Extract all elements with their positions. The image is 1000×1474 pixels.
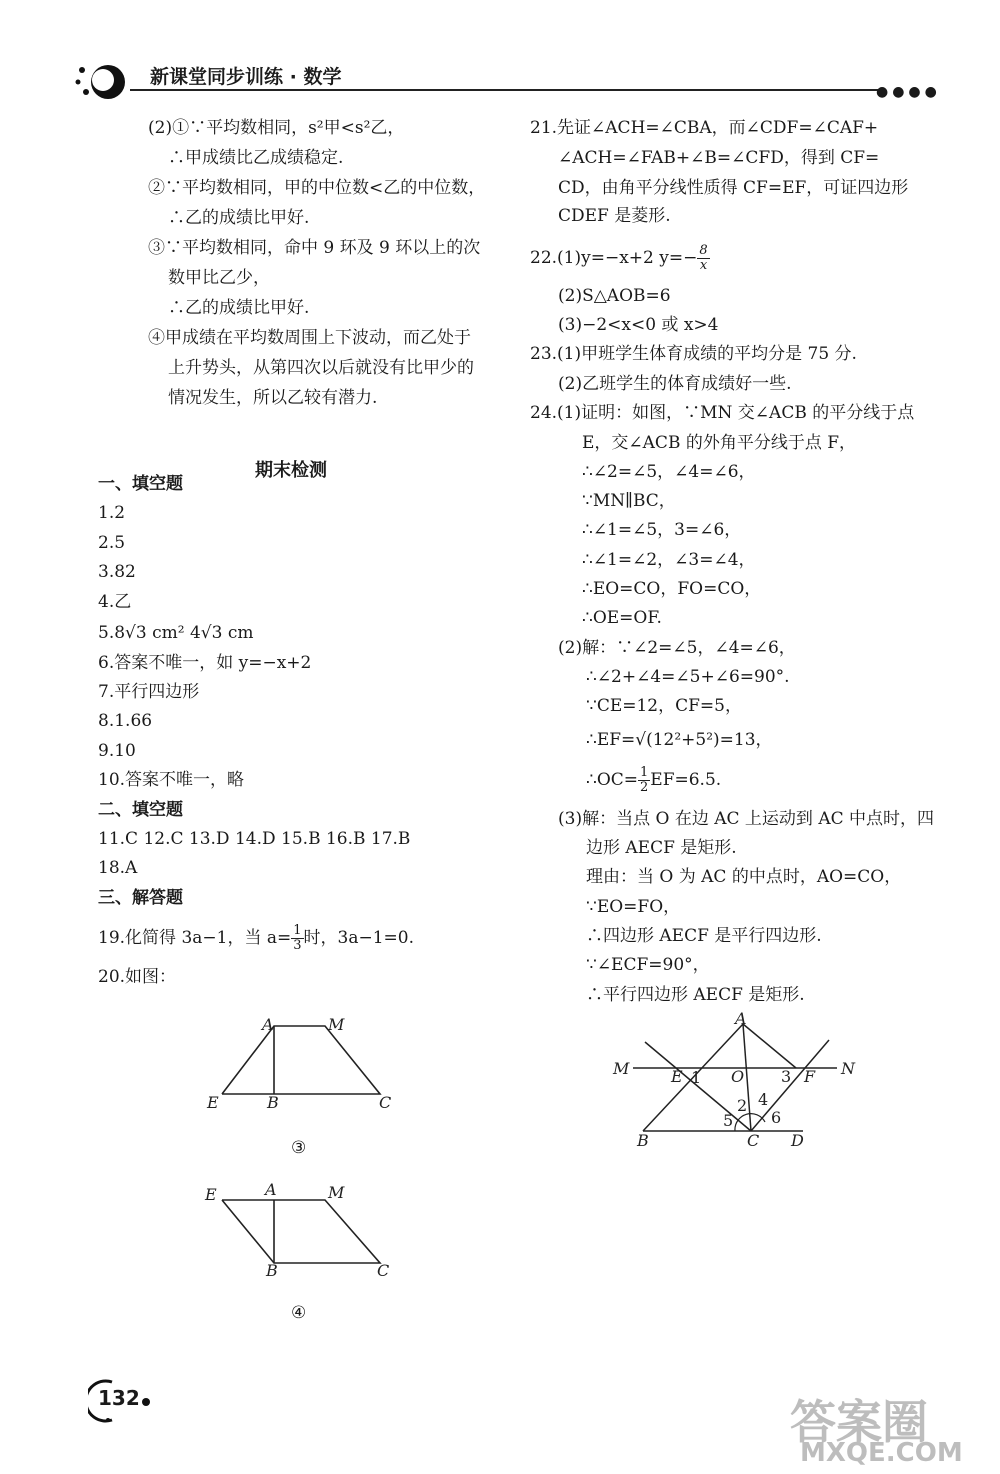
q22-line2: (2)S△AOB=6 — [558, 286, 671, 306]
answer-line: 1.2 — [98, 503, 126, 523]
q24-oc-line — [586, 766, 721, 795]
text-line: ∵∠ECF=90°， — [586, 955, 710, 975]
q24-oc-text-a: ∴OC= — [586, 770, 639, 790]
header-rule — [130, 89, 880, 91]
choice-answers-line2: 18.A — [98, 858, 138, 878]
label-4: 4 — [758, 1090, 769, 1109]
label-1: 1 — [691, 1068, 702, 1087]
q19-text-b: 时，3a−1=0. — [303, 928, 414, 948]
solve-heading: 三、解答题 — [98, 888, 183, 908]
text-line: (2)解：∵∠2=∠5，∠4=∠6， — [558, 638, 796, 658]
text-line: ∴∠1=∠5，3=∠6， — [582, 520, 742, 540]
line-AF — [743, 1024, 796, 1068]
label-M: M — [613, 1059, 630, 1078]
text-line: ∴∠1=∠2，∠3=∠4， — [582, 550, 756, 570]
answer-line: 6.答案不唯一，如 y=−x+2 — [98, 653, 312, 673]
label-M: M — [328, 1015, 345, 1034]
choice-heading: 二、填空题 — [98, 800, 183, 820]
text-line: ∠ACH=∠FAB+∠B=∠CFD，得到 CF= — [558, 148, 880, 168]
label-N: N — [841, 1059, 855, 1078]
label-5: 5 — [723, 1111, 734, 1130]
figure-3-outline — [222, 1026, 380, 1094]
text-line: ∴EO=CO，FO=CO， — [582, 579, 762, 599]
page-number: 132 — [98, 1386, 140, 1410]
fraction-numerator: 1 — [640, 765, 649, 780]
text-line: CDEF 是菱形. — [558, 206, 671, 226]
text-line: (2)①∵平均数相同，s²甲<s²乙， — [148, 118, 405, 138]
text-line: ③∵平均数相同，命中 9 环及 9 环以上的次 — [148, 238, 481, 258]
label-2: 2 — [737, 1096, 748, 1115]
text-line: ∵MN∥BC， — [582, 491, 676, 511]
label-F: F — [804, 1067, 816, 1086]
watermark-logo: 答案圈 — [790, 1395, 928, 1449]
answer-line: 3.82 — [98, 562, 136, 582]
label-A: A — [735, 1010, 747, 1028]
choice-answers-line1: 11.C 12.C 13.D 14.D 15.B 16.B 17.B — [98, 829, 411, 849]
q24-oc-fraction — [638, 766, 650, 795]
q19-line — [98, 924, 414, 953]
section-title: 期末检测 — [255, 460, 327, 481]
text-line: ∴平行四边形 AECF 是矩形. — [586, 985, 805, 1005]
label-A: A — [265, 1180, 277, 1199]
label-E: E — [205, 1185, 217, 1204]
text-line: E，交∠ACB 的外角平分线于点 F， — [582, 433, 857, 453]
q22-text: 22.(1)y=−x+2 y=− — [530, 248, 698, 268]
figure-4-outline — [222, 1200, 380, 1263]
label-C: C — [377, 1261, 390, 1280]
text-line: 情况发生，所以乙较有潜力. — [168, 388, 378, 408]
fraction-denominator: x — [699, 258, 708, 273]
label-D: D — [791, 1131, 804, 1150]
header-title: 新课堂同步训练 · 数学 — [150, 66, 342, 88]
q24-oc-text-b: EF=6.5. — [650, 770, 722, 790]
text-line: CD，由角平分线性质得 CF=EF，可证四边形 — [558, 178, 909, 198]
text-line: ∴四边形 AECF 是平行四边形. — [586, 926, 822, 946]
answer-line: 10.答案不唯一，略 — [98, 770, 245, 790]
text-line: (3)解：当点 O 在边 AC 上运动到 AC 中点时，四 — [558, 809, 935, 829]
q19-text-a: 19.化简得 3a−1，当 a= — [98, 928, 292, 948]
text-line: ∵EO=FO， — [586, 897, 681, 917]
text-line: ∴乙的成绩比甲好. — [168, 208, 310, 228]
figure-4-diagram — [200, 1178, 410, 1288]
label-3: 3 — [781, 1067, 792, 1086]
label-E: E — [671, 1067, 683, 1086]
text-line: ∴∠2=∠5，∠4=∠6， — [582, 462, 756, 482]
text-line: ∴OE=OF. — [582, 608, 662, 628]
label-E: E — [207, 1093, 219, 1112]
label-6: 6 — [771, 1108, 782, 1127]
fraction-denominator: 3 — [293, 938, 302, 953]
figure-24-diagram — [605, 1010, 875, 1152]
text-line: ∴∠2+∠4=∠5+∠6=90°. — [586, 667, 790, 687]
answer-line: 5.8√3 cm² 4√3 cm — [98, 623, 254, 643]
label-B: B — [637, 1131, 649, 1150]
figure-3-diagram — [200, 1008, 410, 1118]
answer-line: 2.5 — [98, 533, 126, 553]
label-C: C — [747, 1131, 760, 1150]
q19-fraction — [291, 924, 303, 953]
fraction-denominator: 2 — [640, 780, 649, 795]
label-C: C — [379, 1093, 392, 1112]
label-O: O — [731, 1067, 745, 1086]
text-line: ∴乙的成绩比甲好. — [168, 298, 310, 318]
text-line: 24.(1)证明：如图，∵MN 交∠ACB 的平分线于点 — [530, 403, 915, 423]
figure-4-caption: ④ — [291, 1303, 307, 1323]
text-line: ∴甲成绩比乙成绩稳定. — [168, 148, 344, 168]
label-B: B — [267, 1093, 279, 1112]
text-line: 上升势头，从第四次以后就没有比甲少的 — [168, 358, 474, 378]
q23-line1: 23.(1)甲班学生体育成绩的平均分是 75 分. — [530, 344, 857, 364]
text-line: 21.先证∠ACH=∠CBA，而∠CDF=∠CAF+ — [530, 118, 879, 138]
q23-line2: (2)乙班学生的体育成绩好一些. — [558, 374, 792, 394]
q22-line3: (3)−2<x<0 或 x>4 — [558, 315, 719, 335]
header-dots: ●●●● — [876, 84, 941, 100]
q22-fraction — [697, 244, 709, 273]
label-B: B — [266, 1261, 278, 1280]
text-line: ④甲成绩在平均数周围上下波动，而乙处于 — [148, 328, 471, 348]
figure-3-caption: ③ — [291, 1138, 307, 1158]
watermark-url: MXQE.COM — [800, 1438, 963, 1468]
q20-line: 20.如图： — [98, 967, 177, 987]
text-line: 理由：当 O 为 AC 的中点时，AO=CO， — [586, 867, 902, 887]
fraction-numerator: 8 — [699, 243, 708, 258]
label-A: A — [262, 1015, 274, 1034]
answer-line: 4.乙 — [98, 592, 132, 612]
answer-line: 7.平行四边形 — [98, 682, 200, 702]
q22-line1 — [530, 244, 710, 273]
fill-heading: 一、填空题 — [98, 474, 183, 494]
text-line: 数甲比乙少， — [168, 268, 270, 288]
label-M: M — [328, 1183, 345, 1202]
answer-line: 9.10 — [98, 741, 136, 761]
header-logo-icon — [72, 58, 134, 104]
text-line: ∴EF=√(12²+5²)=13， — [586, 730, 773, 750]
text-line: ②∵平均数相同，甲的中位数<乙的中位数， — [148, 178, 486, 198]
fraction-numerator: 1 — [293, 923, 302, 938]
answer-line: 8.1.66 — [98, 711, 153, 731]
text-line: 边形 AECF 是矩形. — [586, 838, 737, 858]
text-line: ∵CE=12，CF=5， — [586, 696, 742, 716]
